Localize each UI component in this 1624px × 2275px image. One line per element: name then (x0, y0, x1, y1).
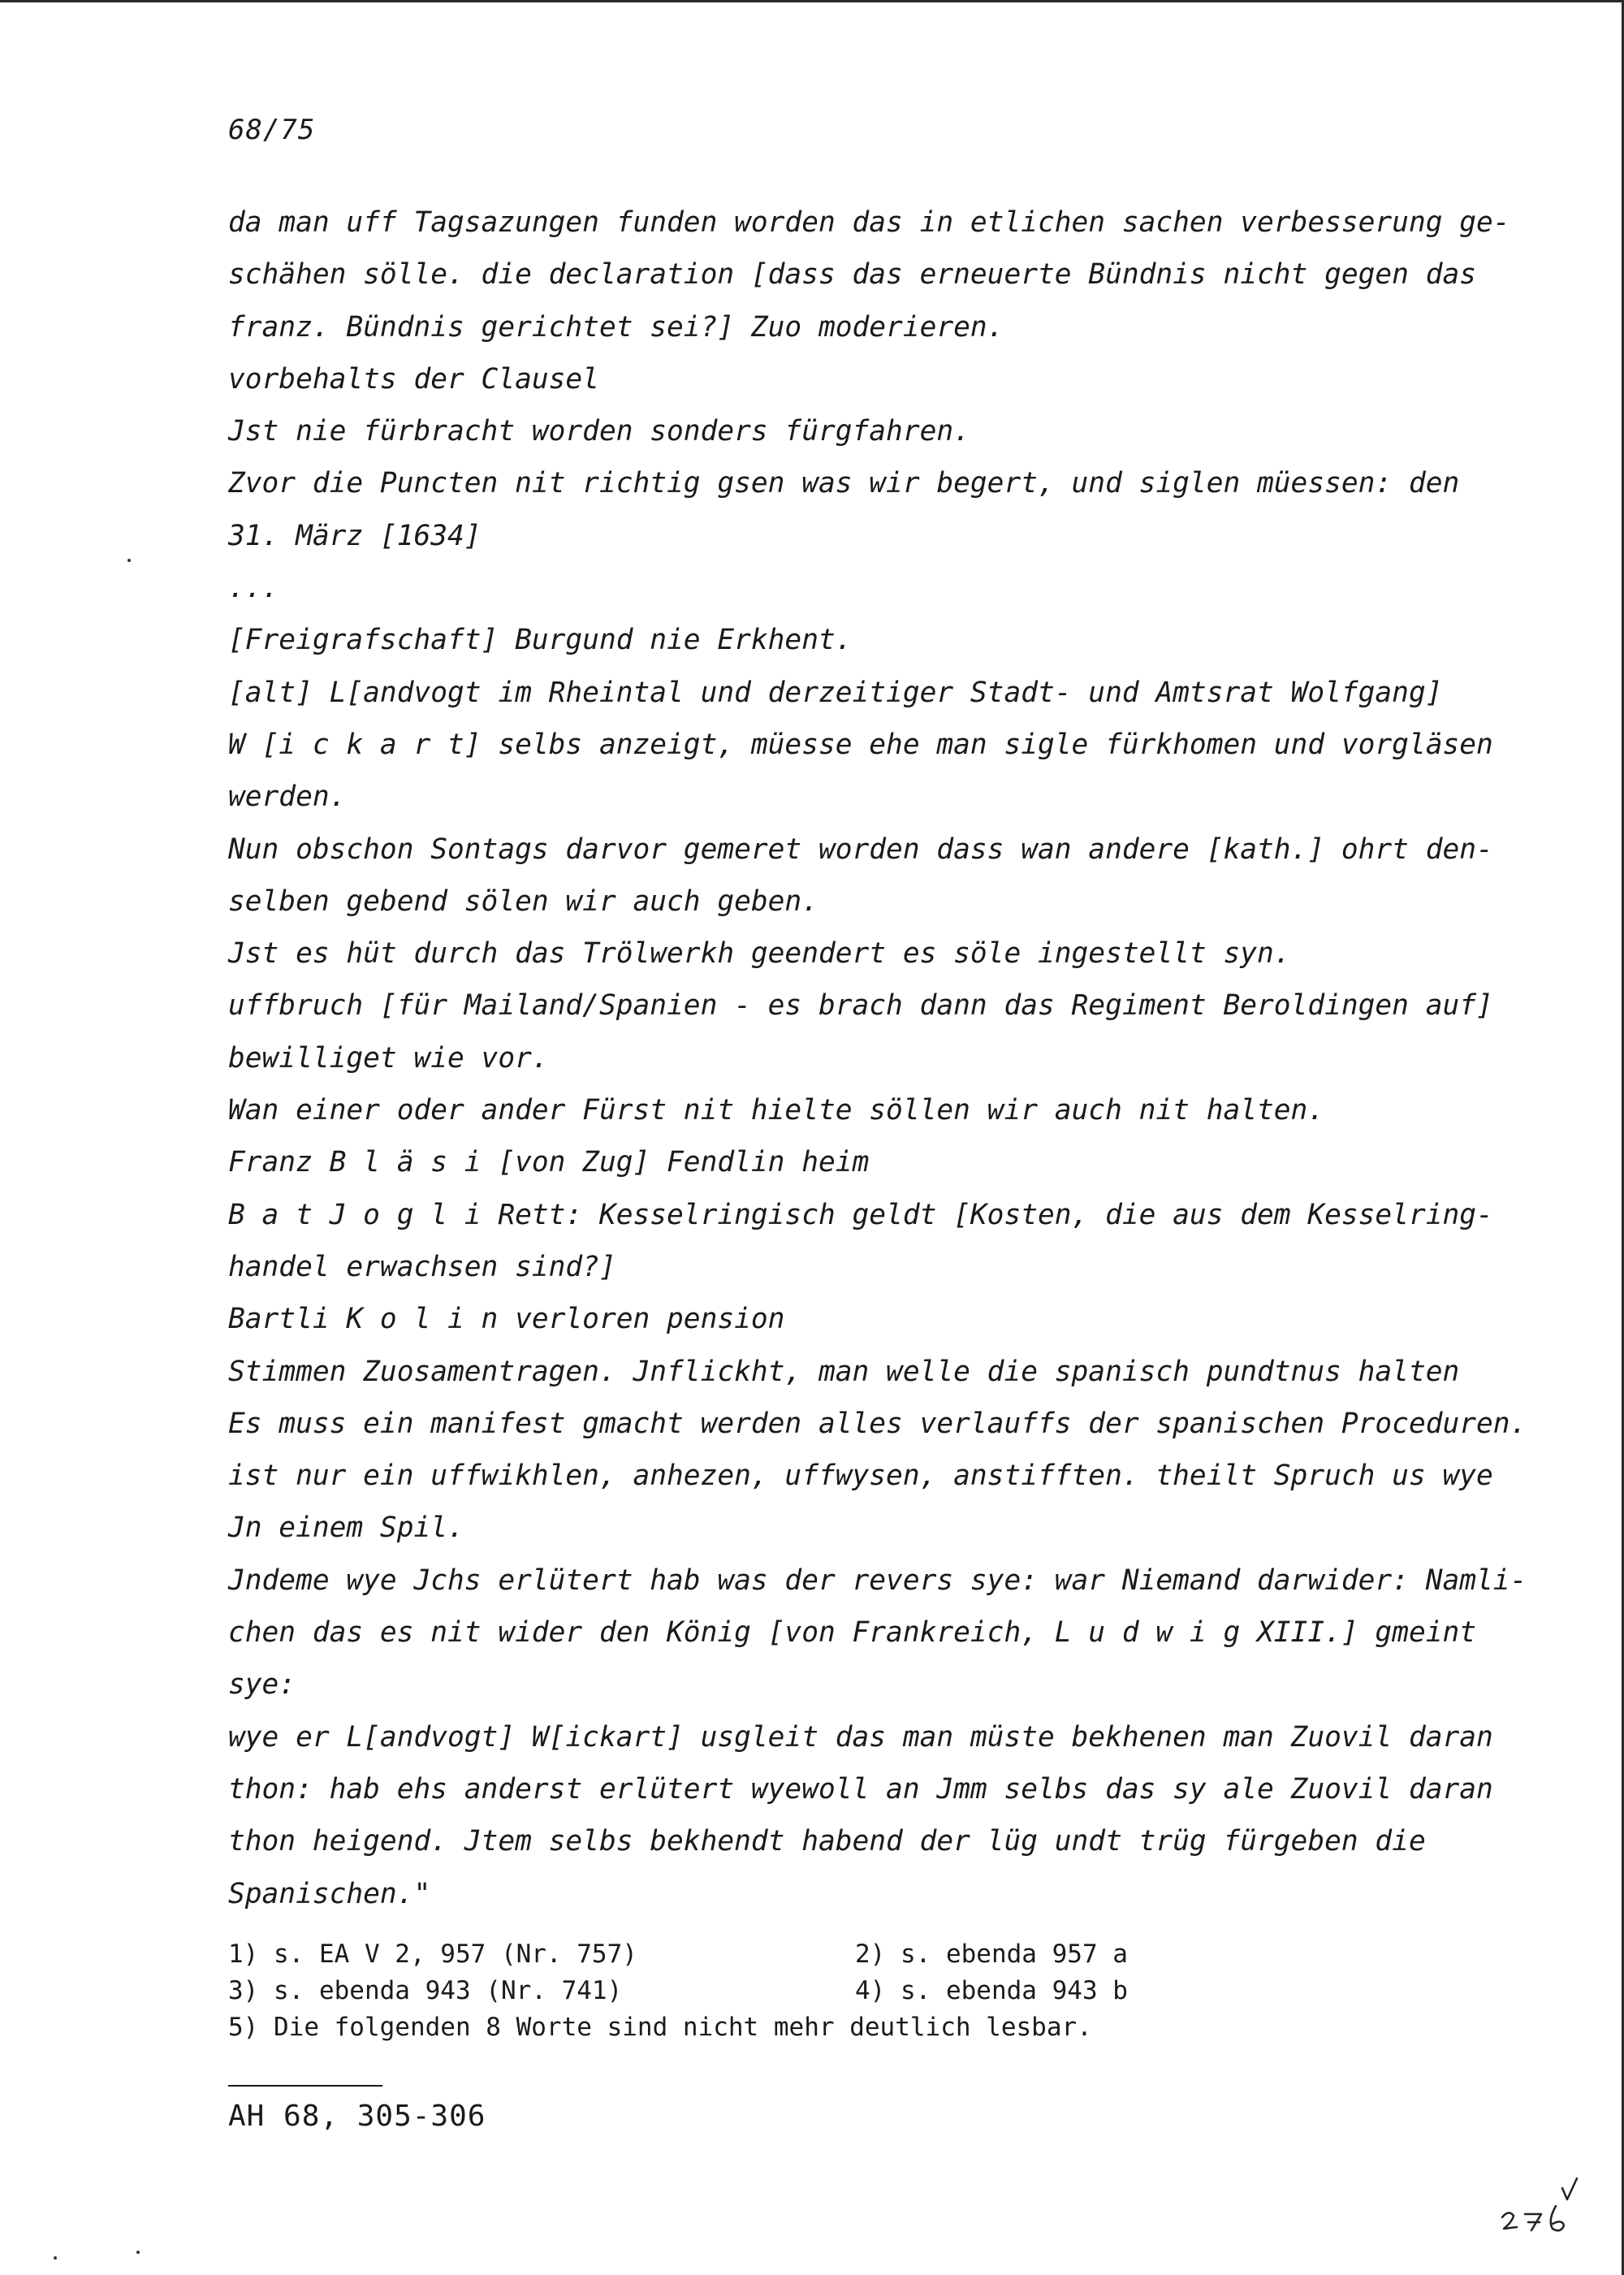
footnotes (228, 1936, 1128, 2046)
paragraph-fuerbracht (228, 405, 1495, 457)
text-line: thon: hab ehs anderst erlütert wyewoll an Jmm selbs das sy ale Zuovil daran (228, 1772, 1493, 1806)
paragraph-revers (228, 1555, 1527, 1711)
text-line: Jst nie fürbracht worden sonders fürgfahren. (228, 415, 970, 448)
paragraph-uffwikhlen (228, 1450, 1495, 1555)
paragraph-clausel (228, 353, 1495, 405)
text-line: Zvor die Puncten nit richtig gsen was wir begert, und siglen müessen: den (228, 467, 1460, 500)
text-line: Spanischen." (228, 1877, 431, 1910)
paragraph-bekhenen (228, 1711, 1495, 1920)
page-edge-top (0, 0, 1624, 2)
text-line: [alt] L[andvogt im Rheintal und derzeitiger Stadt- und Amtsrat Wolfgang] (228, 676, 1443, 709)
text-line: wye er L[andvogt] W[ickart] usgleit das man müste bekhenen man Zuovil daran (228, 1720, 1493, 1754)
text-line: Jst es hüt durch das Trölwerkh geendert es söle ingestellt syn. (228, 937, 1291, 971)
text-line: Jndeme wye Jchs erlütert hab was der revers sye: war Niemand darwider: Namli- (228, 1564, 1527, 1597)
paragraph-burgund (228, 614, 1495, 666)
paragraph-kolin (228, 1293, 1495, 1345)
text-line: selben gebend sölen wir auch geben. (228, 884, 818, 918)
text-line: ... (228, 572, 279, 605)
source-reference: AH 68, 305-306 (228, 2100, 486, 2133)
page-number: 68/75 (228, 114, 316, 146)
footnote-row (228, 2009, 1128, 2046)
text-line: ist nur ein uffwikhlen, anhezen, uffwysen, anstifften. theilt Spruch us wye (228, 1460, 1493, 1493)
footnote-4: 4) s. ebenda 943 b (855, 1976, 1128, 2005)
paragraph-ellipsis (228, 562, 1495, 614)
footnote-row (228, 1973, 1128, 2009)
text-line: W [i c k a r t] selbs anzeigt, müesse ehe man sigle fürkhomen und vorgläsen (228, 728, 1493, 761)
footnote-rule (228, 2085, 382, 2087)
scan-speck (54, 2256, 57, 2260)
scan-speck (127, 559, 131, 562)
text-line: Wan einer oder ander Fürst nit hielte söllen wir auch nit halten. (228, 1094, 1325, 1127)
text-line: franz. Bündnis gerichtet sei?] Zuo moderieren. (228, 310, 1004, 344)
footnote-1: 1) s. EA V 2, 957 (Nr. 757) (228, 1940, 637, 1969)
text-line: sye: (228, 1668, 296, 1702)
text-line: Nun obschon Sontags darvor gemeret worden dass wan andere [kath.] ohrt den- (228, 833, 1493, 866)
text-line: da man uff Tagsazungen funden worden das in etlichen sachen verbesserung ge- (228, 206, 1510, 239)
text-line: B a t J o g l i Rett: Kesselringisch geldt [Kosten, die aus dem Kesselring- (228, 1198, 1493, 1231)
document-body (228, 197, 1527, 1920)
text-line: chen das es nit wider den König [von Frankreich, L u d w i g XIII.] gmeint (228, 1616, 1477, 1650)
text-line: handel erwachsen sind?] (228, 1250, 616, 1283)
paragraph-fuerst (228, 1084, 1495, 1136)
footnote-3: 3) s. ebenda 943 (Nr. 741) (228, 1976, 623, 2005)
text-line: Stimmen Zuosamentragen. Jnflickht, man welle die spanisch pundtnus halten (228, 1355, 1460, 1388)
handwritten-annotation-276 (1494, 2177, 1592, 2242)
text-line: vorbehalts der Clausel (228, 362, 599, 396)
footnote-row (228, 1936, 1128, 1973)
paragraph-stimmen (228, 1346, 1495, 1398)
text-line: Franz B l ä s i [von Zug] Fendlin heim (228, 1146, 870, 1179)
paragraph-manifest (228, 1398, 1527, 1450)
paragraph-landvogt (228, 667, 1495, 824)
paragraph-tagsazungen (228, 197, 1510, 353)
text-line: Bartli K o l i n verloren pension (228, 1303, 785, 1336)
footnote-2: 2) s. ebenda 957 a (855, 1940, 1128, 1969)
text-line: 31. März [1634] (228, 519, 482, 552)
footnote-5: 5) Die folgenden 8 Worte sind nicht mehr deutlich lesbar. (228, 2013, 1092, 2042)
paragraph-puncten (228, 457, 1495, 562)
text-line: schähen sölle. die declaration [dass das erneuerte Bündnis nicht gegen das (228, 258, 1477, 292)
text-line: werden. (228, 781, 347, 814)
paragraph-jogli (228, 1189, 1495, 1294)
text-line: thon heigend. Jtem selbs bekhendt habend der lüg undt trüg fürgeben die (228, 1825, 1426, 1858)
paragraph-sontags (228, 824, 1495, 928)
paragraph-uffbruch (228, 980, 1495, 1084)
text-line: uffbruch [für Mailand/Spanien - es brach dann das Regiment Beroldingen auf] (228, 989, 1493, 1023)
text-line: [Freigrafschaft] Burgund nie Erkhent. (228, 624, 853, 657)
paragraph-troelwerkh (228, 928, 1495, 980)
text-line: Jn einem Spil. (228, 1512, 464, 1545)
text-line: bewilliget wie vor. (228, 1041, 549, 1075)
scan-speck (136, 2251, 140, 2254)
paragraph-blaesi (228, 1136, 1495, 1188)
text-line: Es muss ein manifest gmacht werden alles verlauffs der spanischen Proceduren. (228, 1407, 1527, 1440)
